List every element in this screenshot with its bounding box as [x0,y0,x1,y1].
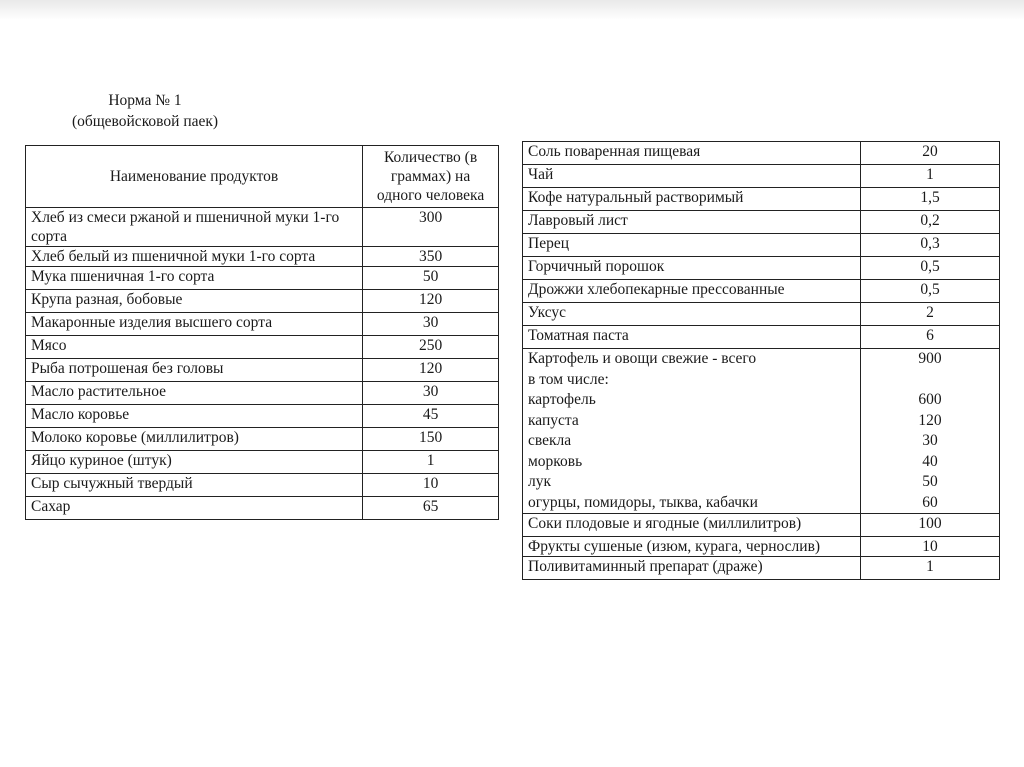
product-name: Крупа разная, бобовые [26,290,363,313]
vegetable-item-name: свекла [528,432,572,449]
table-row [26,474,499,497]
table-row [523,280,1000,303]
product-name: Хлеб белый из пшеничной муки 1-го сорта [26,247,363,267]
table-row [26,359,499,382]
ration-table-left [25,145,499,520]
product-qty: 0,5 [861,257,1000,280]
including-spacer [866,370,994,391]
document-title [40,90,250,132]
product-qty: 0,5 [861,280,1000,303]
product-qty: 120 [363,359,499,382]
product-name: Кофе натуральный растворимый [523,188,861,211]
table-row [26,208,499,247]
table-header-row [26,146,499,208]
product-name: Соль поваренная пищевая [523,142,861,165]
product-name: Перец [523,234,861,257]
product-name: Поливитаминный препарат (драже) [523,557,861,580]
product-qty: 65 [363,497,499,520]
product-qty: 1 [363,451,499,474]
product-name: Горчичный порошок [523,257,861,280]
vegetable-item-qty: 60 [922,493,938,511]
product-name: Сахар [26,497,363,520]
header-quantity: Количество (в граммах) на одного человека [363,146,499,208]
table-row [523,257,1000,280]
product-qty: 0,2 [861,211,1000,234]
table-row [523,537,1000,557]
product-qty: 120 [363,290,499,313]
vegetable-item-qty: 40 [922,452,938,470]
vegetables-total-qty: 900 [918,350,942,367]
title-line-1: Норма № 1 [108,92,182,109]
product-name: Масло коровье [26,405,363,428]
table-row [523,234,1000,257]
vegetable-item-qty: 30 [922,432,938,449]
product-name: Чай [523,165,861,188]
vegetable-item-name: огурцы, помидоры, тыква, кабачки [528,493,758,511]
product-qty: 45 [363,405,499,428]
vegetables-values [861,349,1000,514]
product-qty: 0,3 [861,234,1000,257]
vegetable-item-qty: 600 [918,391,942,408]
product-name: Сыр сычужный твердый [26,474,363,497]
product-qty: 30 [363,382,499,405]
product-qty: 300 [363,208,499,247]
table-row [26,451,499,474]
vegetables-names [523,349,861,514]
ration-table-right [522,141,1000,580]
table-row [26,382,499,405]
vegetable-item-name: морковь [528,452,583,470]
product-name: Макаронные изделия высшего сорта [26,313,363,336]
vegetable-item-name: лук [528,473,552,490]
vegetable-item-qty: 120 [918,411,942,429]
vegetables-name-list [528,349,855,513]
product-qty: 2 [861,303,1000,326]
product-qty: 1 [861,557,1000,580]
product-qty: 6 [861,326,1000,349]
header-product-name: Наименование продуктов [26,146,363,208]
table-row [26,336,499,359]
table-row [523,165,1000,188]
table-row [26,290,499,313]
product-name: Масло растительное [26,382,363,405]
product-qty: 1 [861,165,1000,188]
product-qty: 250 [363,336,499,359]
table-row [523,514,1000,537]
product-name: Соки плодовые и ягодные (миллилитров) [523,514,861,537]
product-name: Лавровый лист [523,211,861,234]
product-qty: 150 [363,428,499,451]
product-qty: 1,5 [861,188,1000,211]
product-qty: 50 [363,267,499,290]
table-row [26,267,499,290]
table-row [523,557,1000,580]
product-name: Дрожжи хлебопекарные прессованные [523,280,861,303]
product-name: Томатная паста [523,326,861,349]
product-qty: 20 [861,142,1000,165]
product-name: Хлеб из смеси ржаной и пшеничной муки 1-го сорта [26,208,363,247]
vegetable-item-qty: 50 [922,473,938,490]
table-row [523,188,1000,211]
product-qty: 350 [363,247,499,267]
table-row [26,405,499,428]
product-name: Мука пшеничная 1-го сорта [26,267,363,290]
table-row [523,303,1000,326]
product-name: Фрукты сушеные (изюм, курага, чернослив) [523,537,861,557]
product-qty: 100 [861,514,1000,537]
table-row [26,247,499,267]
vegetables-total-name: Картофель и овощи свежие - всего [528,350,757,367]
product-qty: 30 [363,313,499,336]
product-name: Мясо [26,336,363,359]
product-qty: 10 [861,537,1000,557]
product-qty: 10 [363,474,499,497]
vegetable-item-name: картофель [528,391,596,408]
table-row [523,326,1000,349]
slide-top-shadow [0,0,1024,20]
product-name: Уксус [523,303,861,326]
vegetables-value-list [866,349,994,513]
including-label: в том числе: [528,370,609,388]
vegetable-item-name: капуста [528,411,579,429]
table-row [26,428,499,451]
table-row-vegetables [523,349,1000,514]
table-row [523,211,1000,234]
table-row [26,497,499,520]
title-line-2: (общевойсковой паек) [71,113,219,130]
table-row [26,313,499,336]
table-row [523,142,1000,165]
product-name: Яйцо куриное (штук) [26,451,363,474]
product-name: Рыба потрошеная без головы [26,359,363,382]
product-name: Молоко коровье (миллилитров) [26,428,363,451]
